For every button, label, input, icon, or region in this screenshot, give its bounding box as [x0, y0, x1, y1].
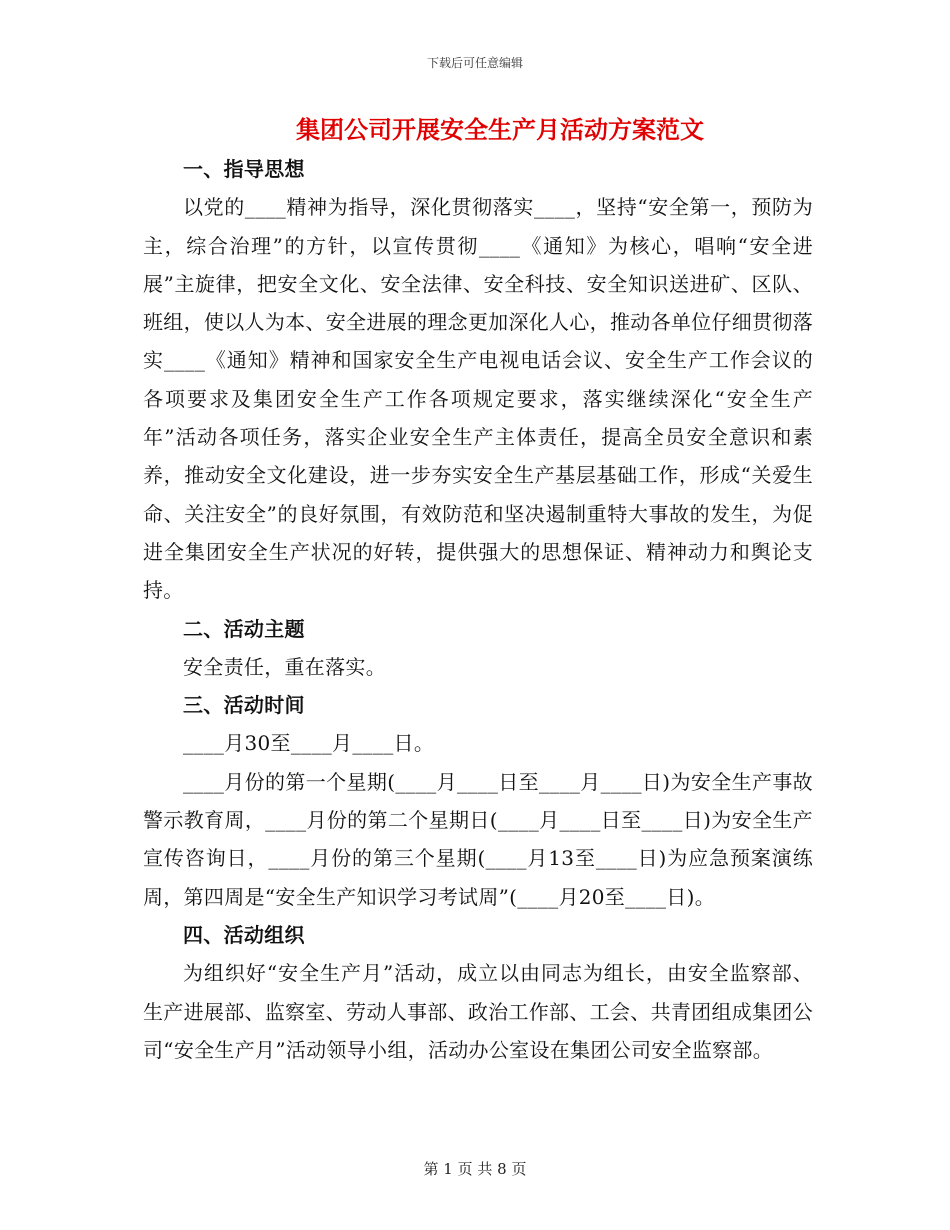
section-heading-activity-organization: 四、活动组织 — [183, 922, 305, 947]
section-paragraph: ____月份的第一个星期(____月____日至____月____日)为安全生产事故警示教育周，____月份的第二个星期日(____月____日至____日)为安全生产宣传咨询日，____月份的第三个星期(____月13至____日)为应急预案演练周，第四周是“安全生产知识学习考试周”(____月20至____日)。 — [143, 769, 813, 909]
document-title: 集团公司开展安全生产月活动方案范文 — [296, 115, 704, 144]
section-heading-guiding-ideology: 一、指导思想 — [183, 157, 305, 181]
section-heading-activity-time: 三、活动时间 — [183, 693, 305, 718]
section-heading-activity-theme: 二、活动主题 — [183, 616, 305, 641]
section-paragraph: 以党的____精神为指导，深化贯彻落实____，坚持“安全第一，预防为主，综合治理”的方针，以宣传贯彻____《通知》为核心，唱响“安全进展”主旋律，把安全文化、安全法律、安全科技、安全知识送进矿、区队、班组，使以人为本、安全进展的理念更加深化人心，推动各单位仔细贯彻落实____《通知》精神和国家安全生产电视电话会议、安全生产工作会议的各项要求及集团安全生产工作各项规定要求，落实继续深化“安全生产年”活动各项任务，落实企业安全生产主体责任，提高全员安全意识和素养，推动安全文化建设，进一步夯实安全生产基层基础工作，形成“关爱生命、关注安全”的良好氛围，有效防范和坚决遏制重特大事故的发生，为促进全集团安全生产状况的好转，提供强大的思想保证、精神动力和舆论支持。 — [143, 195, 813, 603]
section-paragraph: 为组织好“安全生产月”活动，成立以由同志为组长，由安全监察部、生产进展部、监察室、劳动人事部、政治工作部、工会、共青团组成集团公司“安全生产月”活动领导小组，活动办公室设在集团公司安全监察部。 — [143, 961, 813, 1062]
page-header: 下载后可任意编辑 — [426, 56, 523, 70]
page-number: 第 1 页 共 8 页 — [423, 1160, 527, 1178]
document-body — [143, 150, 813, 1069]
section-paragraph: 安全责任，重在落实。 — [183, 654, 386, 679]
section-paragraph: ____月30至____月____日。 — [183, 731, 435, 756]
